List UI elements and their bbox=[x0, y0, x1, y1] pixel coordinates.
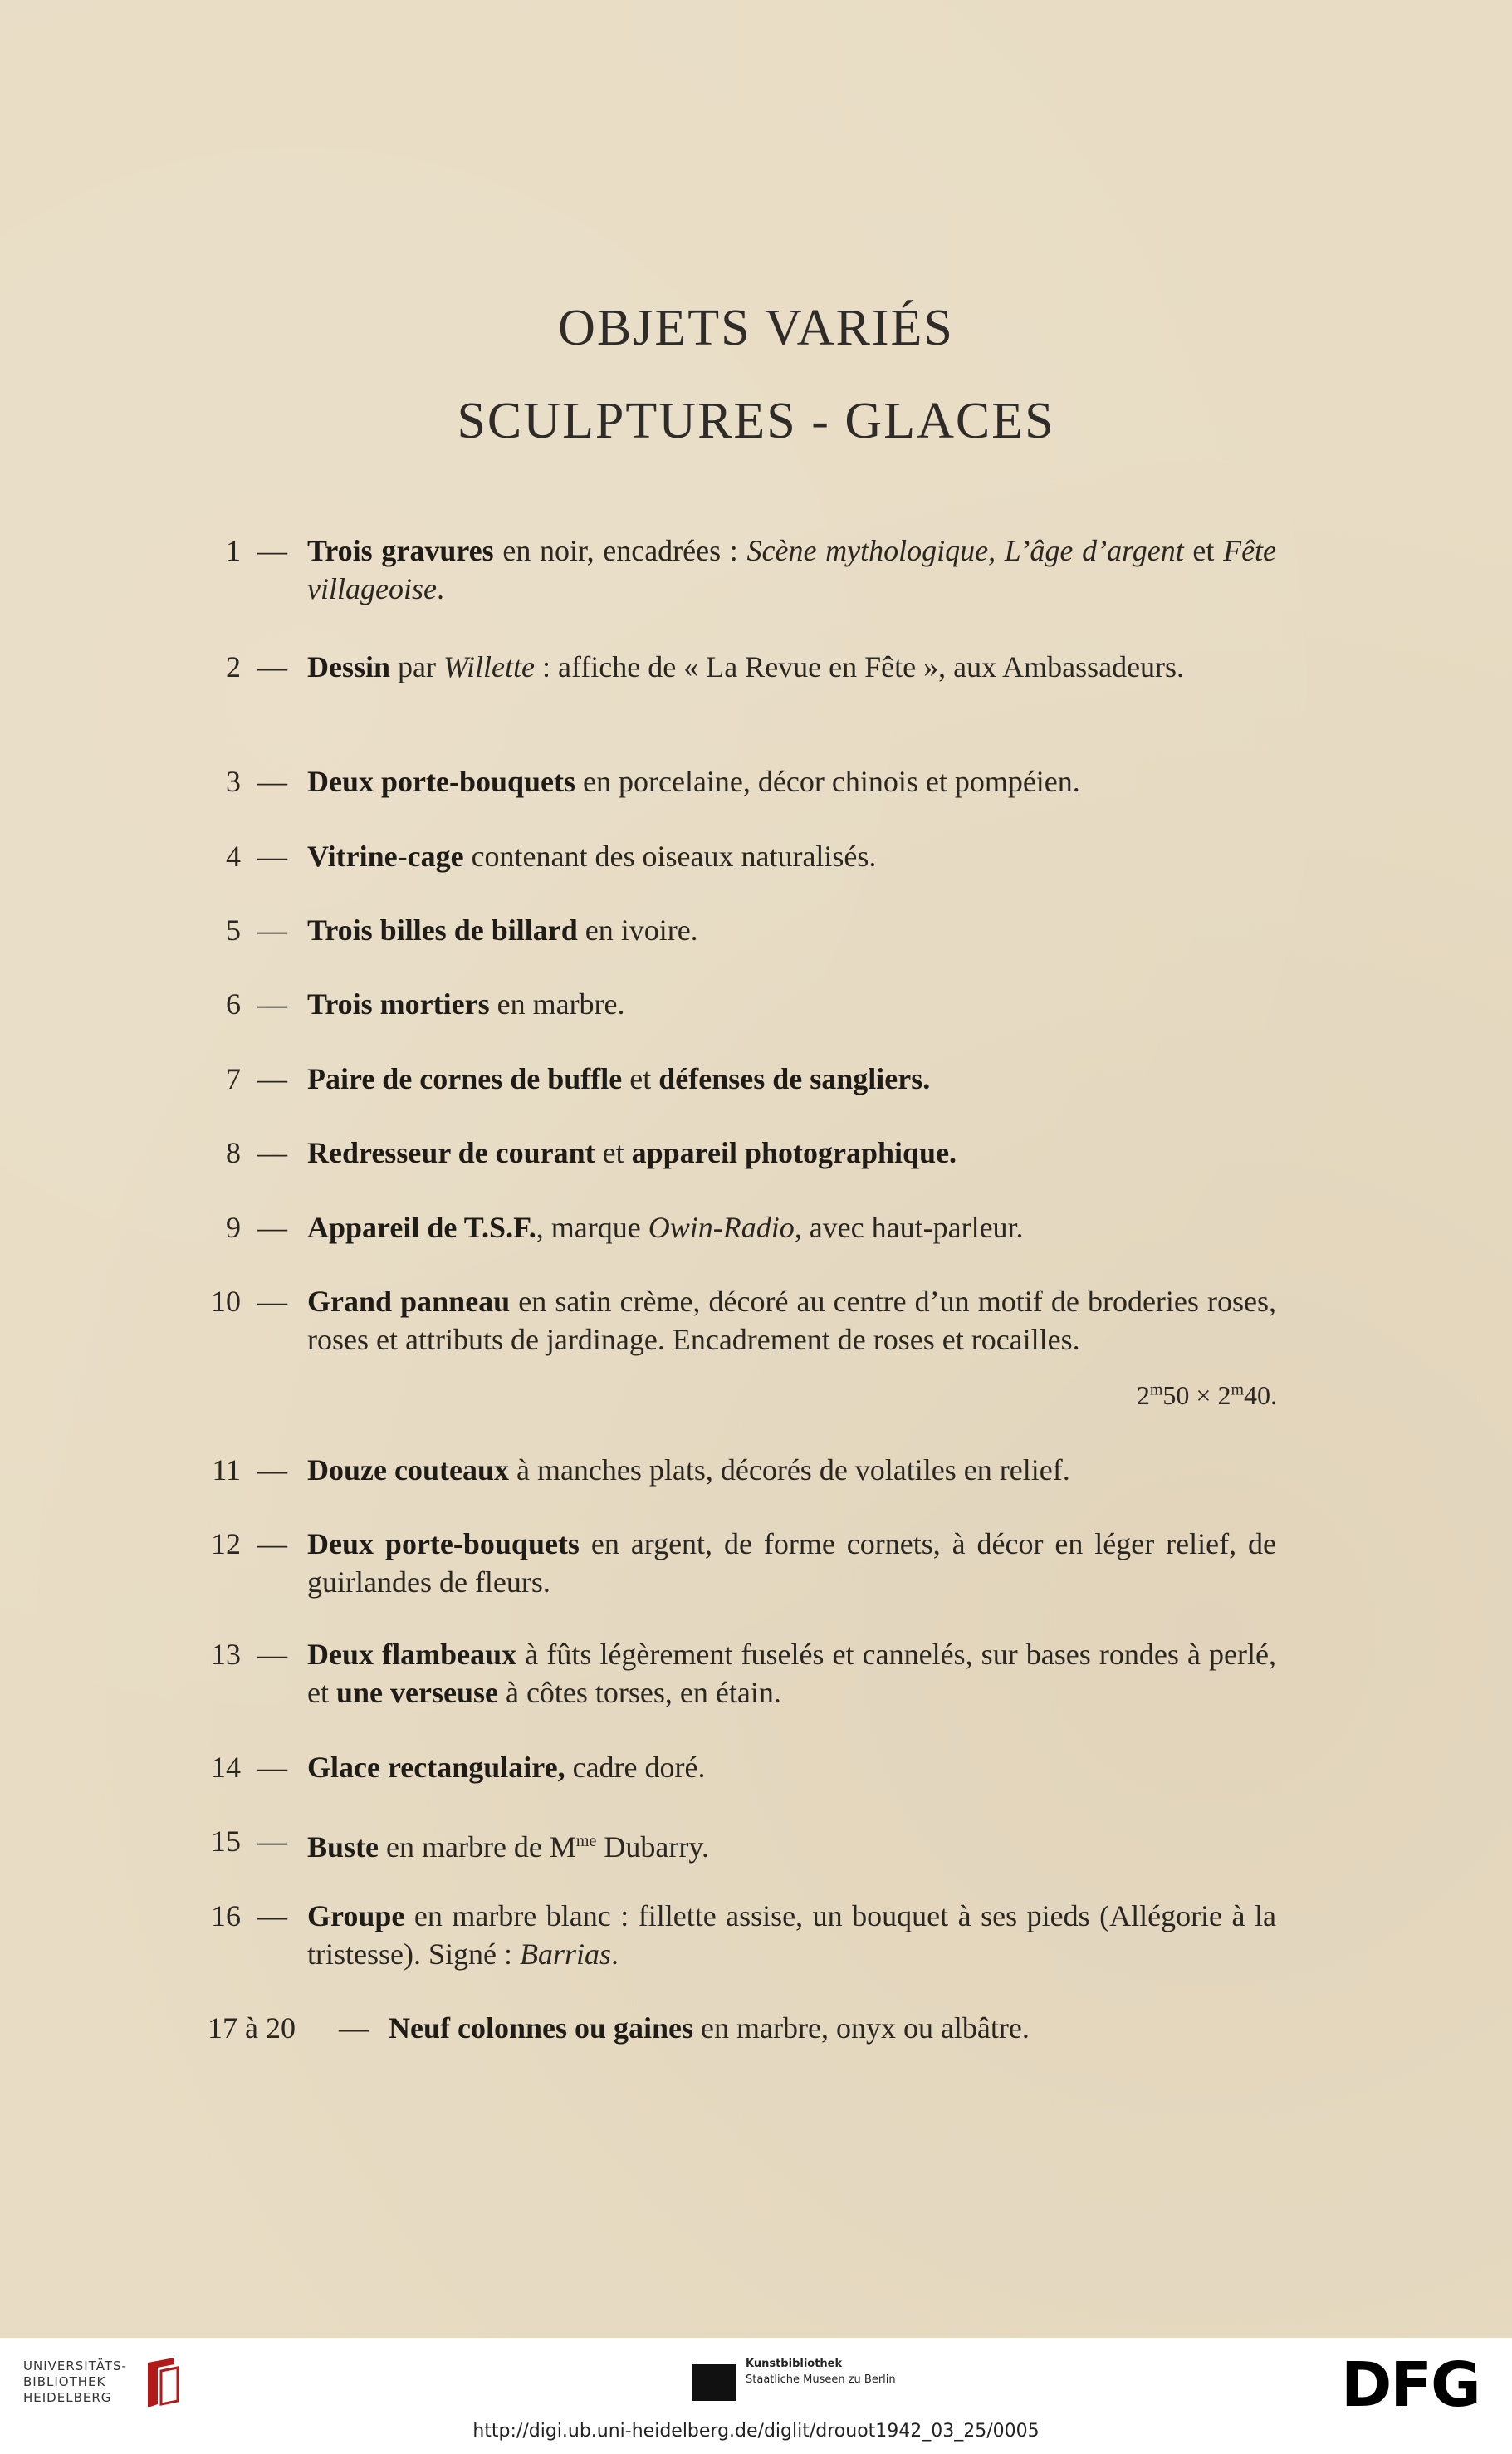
lot-description: Deux porte-bouquets en porcelaine, décor chinois et pompéien. bbox=[307, 765, 1080, 798]
page-title-line2: SCULPTURES - GLACES bbox=[457, 393, 1055, 449]
lot-number: 7 bbox=[226, 1062, 241, 1095]
lot-dash: — bbox=[257, 650, 287, 683]
lot-description: Trois billes de billard en ivoire. bbox=[307, 914, 698, 947]
lot-number: 10 bbox=[211, 1285, 241, 1318]
digitization-footer bbox=[0, 2338, 1512, 2454]
lot-dash: — bbox=[257, 1751, 287, 1784]
lot-dash: — bbox=[257, 1899, 287, 1932]
lot-dash: — bbox=[257, 765, 287, 798]
lot-description: Trois gravures en noir, encadrées : Scène mythologique, L’âge d’argent et Fête villageoise. bbox=[307, 534, 1277, 605]
lot-description: Grand panneau en satin crème, décoré au centre d’un motif de broderies roses, roses et attributs de jardinage. Encadrement de roses et rocailles. bbox=[307, 1285, 1276, 1356]
lot-number: 9 bbox=[226, 1211, 241, 1244]
lot-number: 1 bbox=[226, 534, 241, 567]
lot-number: 11 bbox=[212, 1453, 241, 1487]
lot-description: Dessin par Willette : affiche de « La Revue en Fête », aux Ambassadeurs. bbox=[307, 650, 1185, 683]
lot-dash: — bbox=[339, 2011, 369, 2045]
lot-number: 2 bbox=[226, 650, 241, 683]
lot-description: Deux flambeaux à fûts légèrement fuselés et cannelés, sur bases rondes à perlé, et une verseuse à côtes torses, en étain. bbox=[307, 1638, 1277, 1709]
lot-description: Douze couteaux à manches plats, décorés de volatiles en relief. bbox=[307, 1453, 1070, 1487]
lot-dash: — bbox=[257, 1527, 287, 1560]
lot-number: 5 bbox=[226, 914, 241, 947]
lot-number: 6 bbox=[226, 987, 241, 1021]
kunstbibliothek-name: Kunstbibliothek Staatliche Museen zu Berlin bbox=[746, 2358, 896, 2386]
lot-description: Appareil de T.S.F., marque Owin-Radio, avec haut-parleur. bbox=[307, 1211, 1024, 1244]
lot-dash: — bbox=[257, 1825, 287, 1858]
lot-number: 12 bbox=[211, 1527, 241, 1560]
page-title-line1: OBJETS VARIÉS bbox=[558, 300, 954, 356]
lot-description: Redresseur de courant et appareil photographique. bbox=[307, 1136, 957, 1169]
lot-number: 4 bbox=[226, 840, 241, 873]
lot-dash: — bbox=[257, 840, 287, 873]
lot-description: Buste en marbre de $M^{me}$ Dubarry. bbox=[307, 1830, 709, 1864]
lot-number: 14 bbox=[211, 1751, 241, 1784]
lot-dash: — bbox=[257, 1062, 287, 1095]
lot-number: 15 bbox=[211, 1825, 241, 1858]
lot-description: Glace rectangulaire, cadre doré. bbox=[307, 1751, 706, 1784]
lot-number: 16 bbox=[211, 1899, 241, 1932]
lot-dash: — bbox=[257, 914, 287, 947]
lot-description: Groupe en marbre blanc : fillette assise, un bouquet à ses pieds (Allégorie à la tristesse). Signé : Barrias. bbox=[307, 1899, 1276, 1971]
lot-dash: — bbox=[257, 1638, 287, 1671]
lot-dash: — bbox=[257, 1453, 287, 1487]
lot-dimensions: $2^m50 \times 2^m40$. bbox=[1136, 1380, 1277, 1410]
lot-number: 3 bbox=[226, 765, 241, 798]
lot-number: 13 bbox=[211, 1638, 241, 1671]
lot-description: Paire de cornes de buffle et défenses de sangliers. bbox=[307, 1062, 931, 1095]
dfg-logo: DFG bbox=[1341, 2349, 1480, 2421]
kunstbibliothek-logo-icon bbox=[692, 2364, 736, 2401]
lot-dash: — bbox=[257, 1285, 287, 1318]
lot-description: Vitrine-cage contenant des oiseaux naturalisés. bbox=[307, 840, 877, 873]
lot-description: Deux porte-bouquets en argent, de forme cornets, à décor en léger relief, de guirlandes de fleurs. bbox=[307, 1527, 1276, 1599]
heidelberg-logo-icon bbox=[143, 2356, 183, 2409]
lot-description: Trois mortiers en marbre. bbox=[307, 987, 625, 1021]
lot-number: 17 à 20 bbox=[208, 2011, 296, 2045]
lot-dash: — bbox=[257, 987, 287, 1021]
heidelberg-library-name: UNIVERSITÄTS- BIBLIOTHEK HEIDELBERG bbox=[23, 2358, 127, 2405]
lot-dash: — bbox=[257, 1211, 287, 1244]
lot-dash: — bbox=[257, 534, 287, 567]
lot-dash: — bbox=[257, 1136, 287, 1169]
lot-number: 8 bbox=[226, 1136, 241, 1169]
source-url-link[interactable]: http://digi.ub.uni-heidelberg.de/diglit/drouot1942_03_25/0005 bbox=[472, 2421, 1040, 2442]
lot-description: Neuf colonnes ou gaines en marbre, onyx ou albâtre. bbox=[389, 2011, 1030, 2045]
